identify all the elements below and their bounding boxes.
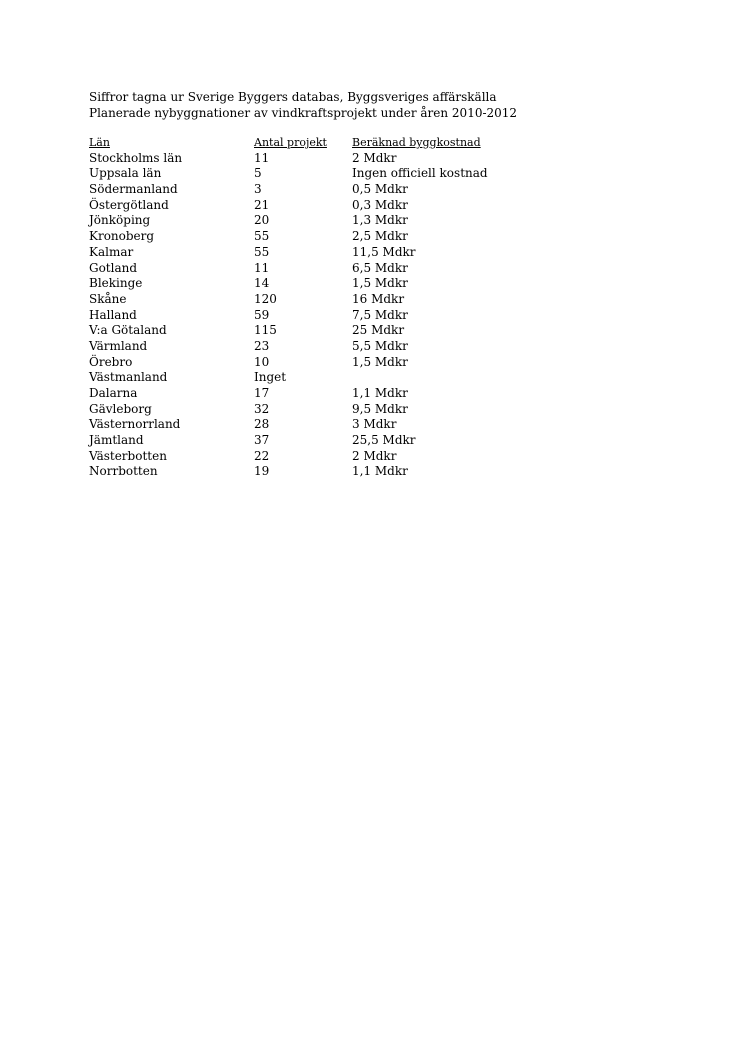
cell-byggkostnad: 1,1 Mdkr — [352, 386, 408, 400]
cell-antal-projekt: 28 — [254, 417, 270, 432]
cell-lan: V:a Götaland — [89, 323, 167, 338]
cell-lan: Dalarna — [89, 386, 138, 400]
cell-byggkostnad: 2,5 Mdkr — [352, 229, 408, 244]
cell-lan: Västmanland — [89, 370, 168, 385]
cell-antal-projekt: 21 — [254, 197, 270, 212]
column-header-byggkostnad: Beräknad byggkostnad — [352, 136, 481, 149]
cell-byggkostnad: 1,5 Mdkr — [352, 276, 408, 291]
cell-lan: Stockholms län — [89, 150, 183, 165]
cell-antal-projekt: 59 — [254, 307, 270, 322]
cell-byggkostnad: 11,5 Mdkr — [352, 244, 416, 259]
cell-antal-projekt: 32 — [254, 401, 270, 416]
cell-byggkostnad: 2 Mdkr — [352, 448, 397, 463]
cell-lan: Västerbotten — [89, 448, 167, 463]
cell-lan: Värmland — [89, 338, 148, 353]
cell-antal-projekt: 5 — [254, 166, 262, 181]
cell-lan: Kalmar — [89, 244, 134, 259]
cell-antal-projekt: 17 — [254, 386, 270, 400]
cell-byggkostnad: 5,5 Mdkr — [352, 338, 408, 353]
cell-antal-projekt: 55 — [254, 229, 270, 244]
cell-lan: Kronoberg — [89, 229, 155, 244]
cell-lan: Södermanland — [89, 182, 178, 197]
cell-byggkostnad: 1,5 Mdkr — [352, 354, 408, 369]
cell-lan: Blekinge — [89, 276, 143, 291]
cell-lan: Skåne — [89, 291, 127, 306]
column-header-lan: Län — [89, 136, 110, 149]
cell-lan: Gotland — [89, 260, 138, 275]
cell-antal-projekt: 23 — [254, 338, 270, 353]
cell-lan: Halland — [89, 307, 137, 322]
cell-antal-projekt: 55 — [254, 244, 270, 259]
source-line: Siffror tagna ur Sverige Byggers databas, Byggsveriges affärskälla — [89, 90, 497, 104]
cell-byggkostnad: 2 Mdkr — [352, 150, 397, 165]
cell-lan: Östergötland — [89, 197, 169, 212]
cell-lan: Norrbotten — [89, 464, 158, 479]
cell-byggkostnad: 0,5 Mdkr — [352, 182, 408, 197]
cell-byggkostnad: 9,5 Mdkr — [352, 401, 408, 416]
cell-lan: Jönköping — [89, 213, 151, 228]
cell-antal-projekt: 11 — [254, 260, 270, 275]
cell-antal-projekt: 37 — [254, 433, 270, 448]
cell-byggkostnad: 7,5 Mdkr — [352, 307, 408, 322]
cell-byggkostnad: 16 Mdkr — [352, 291, 405, 306]
cell-byggkostnad: 25,5 Mdkr — [352, 433, 416, 448]
cell-lan: Uppsala län — [89, 166, 162, 181]
cell-antal-projekt: 11 — [254, 150, 270, 165]
cell-lan: Västernorrland — [89, 417, 181, 432]
cell-byggkostnad: 1,1 Mdkr — [352, 464, 408, 479]
column-header-antal-projekt: Antal projekt — [254, 136, 327, 149]
document-header — [89, 89, 517, 121]
cell-lan: Jämtland — [89, 433, 144, 448]
cell-byggkostnad: 6,5 Mdkr — [352, 260, 408, 275]
cell-antal-projekt: Inget — [254, 370, 287, 385]
cell-antal-projekt: 115 — [254, 323, 277, 338]
title-line: Planerade nybyggnationer av vindkraftsprojekt under åren 2010-2012 — [89, 106, 518, 120]
cell-lan: Gävleborg — [89, 401, 152, 416]
cell-lan: Örebro — [89, 354, 133, 369]
cell-antal-projekt: 20 — [254, 213, 270, 228]
cell-antal-projekt: 120 — [254, 291, 277, 306]
cell-byggkostnad: 3 Mdkr — [352, 417, 397, 432]
cell-byggkostnad: 0,3 Mdkr — [352, 197, 408, 212]
cell-antal-projekt: 19 — [254, 464, 270, 479]
cell-antal-projekt: 10 — [254, 354, 270, 369]
cell-antal-projekt: 14 — [254, 276, 270, 291]
cell-byggkostnad: Ingen officiell kostnad — [352, 166, 488, 181]
cell-antal-projekt: 3 — [254, 182, 262, 197]
cell-byggkostnad: 25 Mdkr — [352, 323, 405, 338]
cell-antal-projekt: 22 — [254, 448, 270, 463]
cell-byggkostnad: 1,3 Mdkr — [352, 213, 408, 228]
